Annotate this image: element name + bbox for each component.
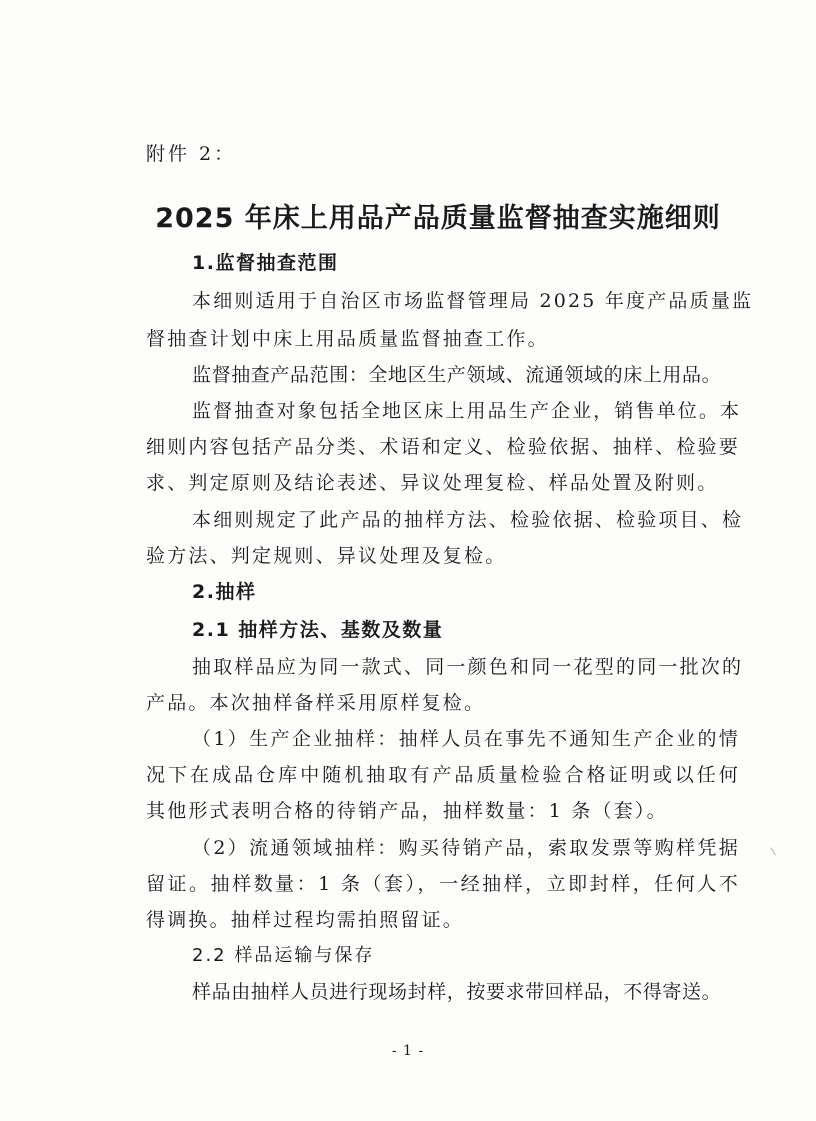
paragraph-line: 督抽查计划中床上用品质量监督抽查工作。 bbox=[146, 328, 549, 350]
paragraph-line: 细则内容包括产品分类、术语和定义、检验依据、抽样、检验要 bbox=[146, 436, 740, 458]
paragraph-line: 产品。本次抽样备样采用原样复检。 bbox=[146, 692, 486, 714]
page-number: - 1 - bbox=[391, 1043, 425, 1059]
paragraph-line: 监督抽查产品范围：全地区生产领域、流通领域的床上用品。 bbox=[192, 364, 722, 386]
paragraph-line: 得调换。抽样过程均需拍照留证。 bbox=[146, 909, 465, 931]
paragraph-line: 抽取样品应为同一款式、同一颜色和同一花型的同一批次的 bbox=[192, 656, 744, 678]
section-2-1-heading: 2.1 抽样方法、基数及数量 bbox=[192, 619, 444, 641]
paragraph-line: （1）生产企业抽样：抽样人员在事先不通知生产企业的情 bbox=[192, 728, 740, 750]
paragraph-line: 监督抽查对象包括全地区床上用品生产企业，销售单位。本 bbox=[192, 400, 740, 422]
section-2-heading: 2.抽样 bbox=[192, 581, 257, 603]
section-2-2-heading: 2.2 样品运输与保存 bbox=[192, 945, 375, 966]
paragraph-line: 本细则适用于自治区市场监督管理局 2025 年度产品质量监 bbox=[192, 290, 754, 312]
paragraph-line: 样品由抽样人员进行现场封样，按要求带回样品，不得寄送。 bbox=[192, 981, 722, 1003]
scan-artifact bbox=[770, 844, 781, 855]
section-1-heading: 1.监督抽查范围 bbox=[192, 252, 339, 274]
paragraph-line: 况下在成品仓库中随机抽取有产品质量检验合格证明或以任何 bbox=[146, 764, 740, 786]
document-title: 2025 年床上用品产品质量监督抽查实施细则 bbox=[155, 203, 721, 234]
paragraph-line: 本细则规定了此产品的抽样方法、检验依据、检验项目、检 bbox=[192, 509, 744, 531]
paragraph-line: （2）流通领域抽样：购买待销产品，索取发票等购样凭据 bbox=[192, 837, 740, 859]
paragraph-line: 留证。抽样数量：1 条（套），一经抽样，立即封样，任何人不 bbox=[146, 873, 740, 895]
attachment-label: 附件 2： bbox=[146, 143, 237, 165]
paragraph-line: 验方法、判定规则、异议处理及复检。 bbox=[146, 545, 507, 567]
paragraph-line: 求、判定原则及结论表述、异议处理复检、样品处置及附则。 bbox=[146, 472, 719, 494]
paragraph-line: 其他形式表明合格的待销产品，抽样数量：1 条（套）。 bbox=[146, 800, 668, 822]
